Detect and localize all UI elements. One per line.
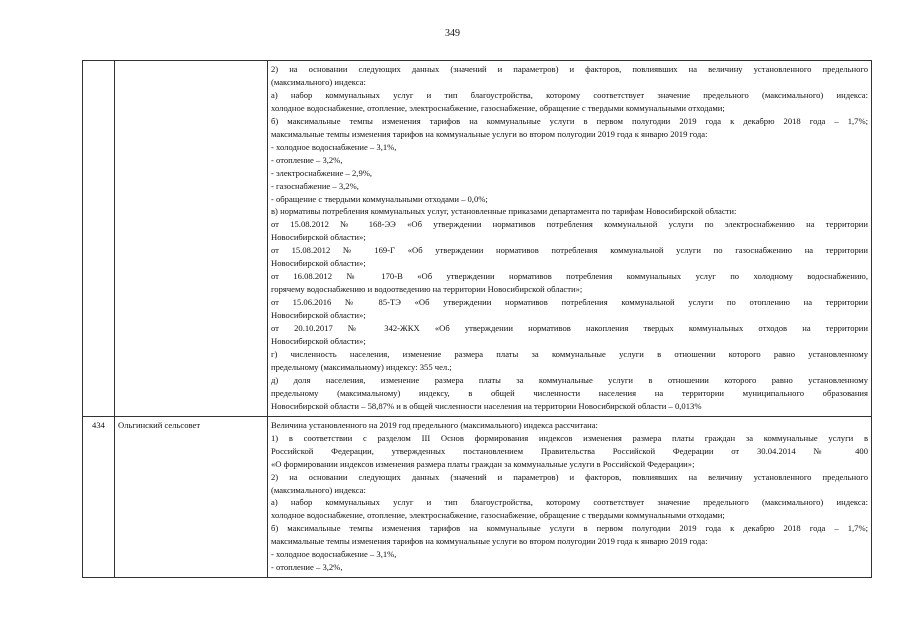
settlement-name-cell — [115, 61, 268, 417]
description-line: а) набор коммунальных услуг и тип благоустройства, которому соответствует значение предельного (максимального) индекса: — [271, 497, 868, 508]
description-line: б) максимальные темпы изменения тарифов на коммунальные услуги в первом полугодии 2019 года к декабрю 2018 года – 1,7%; — [271, 115, 868, 126]
description-line: Новосибирской области – 58,87% и в общей численности населения на территории Новосибирской области – 0,013% — [271, 400, 702, 411]
description-line: максимальные темпы изменения тарифов на коммунальные услуги во втором полугодии 2019 года к январю 2019 года: — [271, 536, 708, 547]
description-line: предельному (максимальному) индексу, в общей численности населения на территории муниципального образования — [271, 387, 868, 398]
settlement-name-cell: Ольгинский сельсовет — [115, 416, 268, 577]
description-line: Новосибирской области»; — [271, 258, 366, 269]
table-row — [83, 416, 872, 577]
description-line: от 15.08.2012 № 168-ЭЭ «Об утверждении нормативов потребления коммунальной услуги по электроснабжению на территории — [271, 219, 868, 230]
description-line: б) максимальные темпы изменения тарифов на коммунальные услуги в первом полугодии 2019 года к декабрю 2018 года – 1,7%; — [271, 523, 868, 534]
description-line: - холодное водоснабжение – 3,1%, — [271, 141, 397, 152]
description-line: от 16.08.2012 № 170-В «Об утверждении нормативов потребления коммунальных услуг по холодному водоснабжению, — [271, 271, 868, 282]
description-line: а) набор коммунальных услуг и тип благоустройства, которому соответствует значение предельного (максимального) индекса: — [271, 89, 868, 100]
description-line: - отопление – 3,2%, — [271, 154, 343, 165]
description-line: г) численность населения, изменение размера платы за коммунальные услуги в отношении которого равно установленному — [271, 348, 868, 359]
description-line: Новосибирской области»; — [271, 310, 366, 321]
table-row — [83, 61, 872, 417]
row-number-cell — [83, 61, 115, 417]
description-line: - газоснабжение – 3,2%, — [271, 180, 359, 191]
description-line: предельному (максимальному) индексу: 355 чел.; — [271, 361, 452, 372]
description-line: (максимального) индекса: — [271, 484, 366, 495]
description-line: от 15.08.2012 № 169-Г «Об утверждении нормативов потребления коммунальной услуги по газоснабжению на территории — [271, 245, 868, 256]
description-line: от 15.06.2016 № 85-ТЭ «Об утверждении нормативов потребления коммунальной услуги по отоплению на территории — [271, 297, 868, 308]
description-line: 1) в соответствии с разделом III Основ формирования индексов изменения размера платы граждан за коммунальные услуги в — [271, 432, 868, 443]
description-line: Российской Федерации, утвержденных постановлением Правительства Российской Федерации от 30.04.2014 № 400 — [271, 445, 868, 456]
tariff-index-table — [82, 60, 872, 578]
description-line: 2) на основании следующих данных (значений и параметров) и факторов, повлиявших на величину установленного предельного — [271, 471, 868, 482]
description-line: (максимального) индекса: — [271, 76, 366, 87]
description-line: - холодное водоснабжение – 3,1%, — [271, 549, 397, 560]
description-line: 2) на основании следующих данных (значений и параметров) и факторов, повлиявших на величину установленного предельного — [271, 64, 868, 74]
description-cell — [268, 61, 872, 417]
description-line: холодное водоснабжение, отопление, электроснабжение, газоснабжение, обращение с твердыми коммунальными отходами; — [271, 102, 725, 113]
description-cell — [268, 416, 872, 577]
page-number: 349 — [445, 28, 460, 39]
description-line: - отопление – 3,2%, — [271, 562, 343, 573]
description-line: от 20.10.2017 № 342-ЖКХ «Об утверждении нормативов накопления твердых коммунальных отходов на территории — [271, 323, 868, 334]
description-line: - электроснабжение – 2,9%, — [271, 167, 373, 178]
description-line: Новосибирской области»; — [271, 232, 366, 243]
description-line: холодное водоснабжение, отопление, электроснабжение, газоснабжение, обращение с твердыми коммунальными отходами; — [271, 510, 725, 521]
description-line: горячему водоснабжению и водоотведению на территории Новосибирской области»; — [271, 284, 583, 295]
row-number-cell: 434 — [83, 416, 115, 577]
description-line: Новосибирской области»; — [271, 336, 366, 347]
description-line: - обращение с твердыми коммунальными отходами – 0,0%; — [271, 193, 488, 204]
description-line: максимальные темпы изменения тарифов на коммунальные услуги во втором полугодии 2019 года к январю 2019 года: — [271, 128, 708, 139]
description-line: д) доля населения, изменение размера платы за коммунальные услуги в отношении которого равно установленному — [271, 374, 868, 385]
description-line: «О формировании индексов изменения размера платы граждан за коммунальные услуги в Российской Федерации»; — [271, 458, 695, 469]
description-line: Величина установленного на 2019 год предельного (максимального) индекса рассчитана: — [271, 419, 598, 430]
description-line: в) нормативы потребления коммунальных услуг, установленные приказами департамента по тарифам Новосибирской области: — [271, 206, 737, 217]
